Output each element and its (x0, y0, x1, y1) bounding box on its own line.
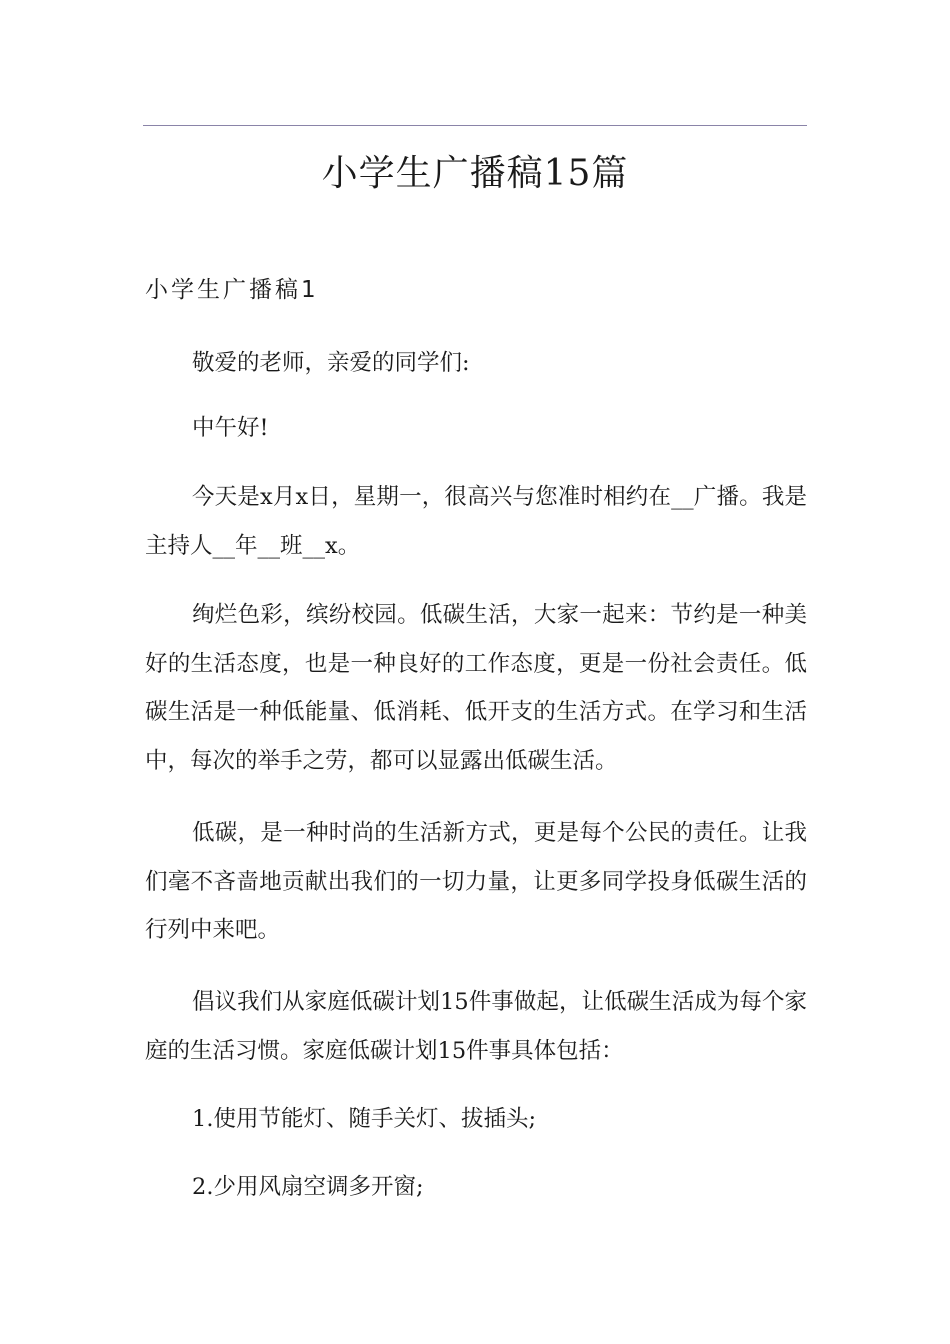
paragraph-low-carbon: 绚烂色彩，缤纷校园。低碳生活，大家一起来：节约是一种美好的生活态度，也是一种良好的工作态度，更是一份社会责任。低碳生活是一种低能量、低消耗、低开支的生活方式。在学习和生活中，每次的举手之劳，都可以显露出低碳生活。 (145, 602, 807, 774)
document-title: 小学生广播稿15篇 (321, 153, 629, 194)
paragraph-duty: 低碳，是一种时尚的生活新方式，更是每个公民的责任。让我们毫不吝啬地贡献出我们的一切力量，让更多同学投身低碳生活的行列中来吧。 (145, 820, 807, 943)
list-item: 2.少用风扇空调多开窗; (192, 1174, 424, 1200)
paragraph-proposal: 倡议我们从家庭低碳计划15件事做起，让低碳生活成为每个家庭的生活习惯。家庭低碳计划15件事具体包括： (145, 989, 807, 1064)
paragraph-greeting: 敬爱的老师，亲爱的同学们: (192, 350, 470, 376)
section-heading: 小学生广播稿1 (145, 277, 319, 303)
header-rule (143, 125, 807, 126)
paragraph-noon: 中午好! (192, 415, 269, 441)
paragraph-intro: 今天是x月x日，星期一，很高兴与您准时相约在__广播。我是主持人__年__班__x。 (145, 484, 807, 559)
list-item: 1.使用节能灯、随手关灯、拔插头; (192, 1106, 537, 1132)
